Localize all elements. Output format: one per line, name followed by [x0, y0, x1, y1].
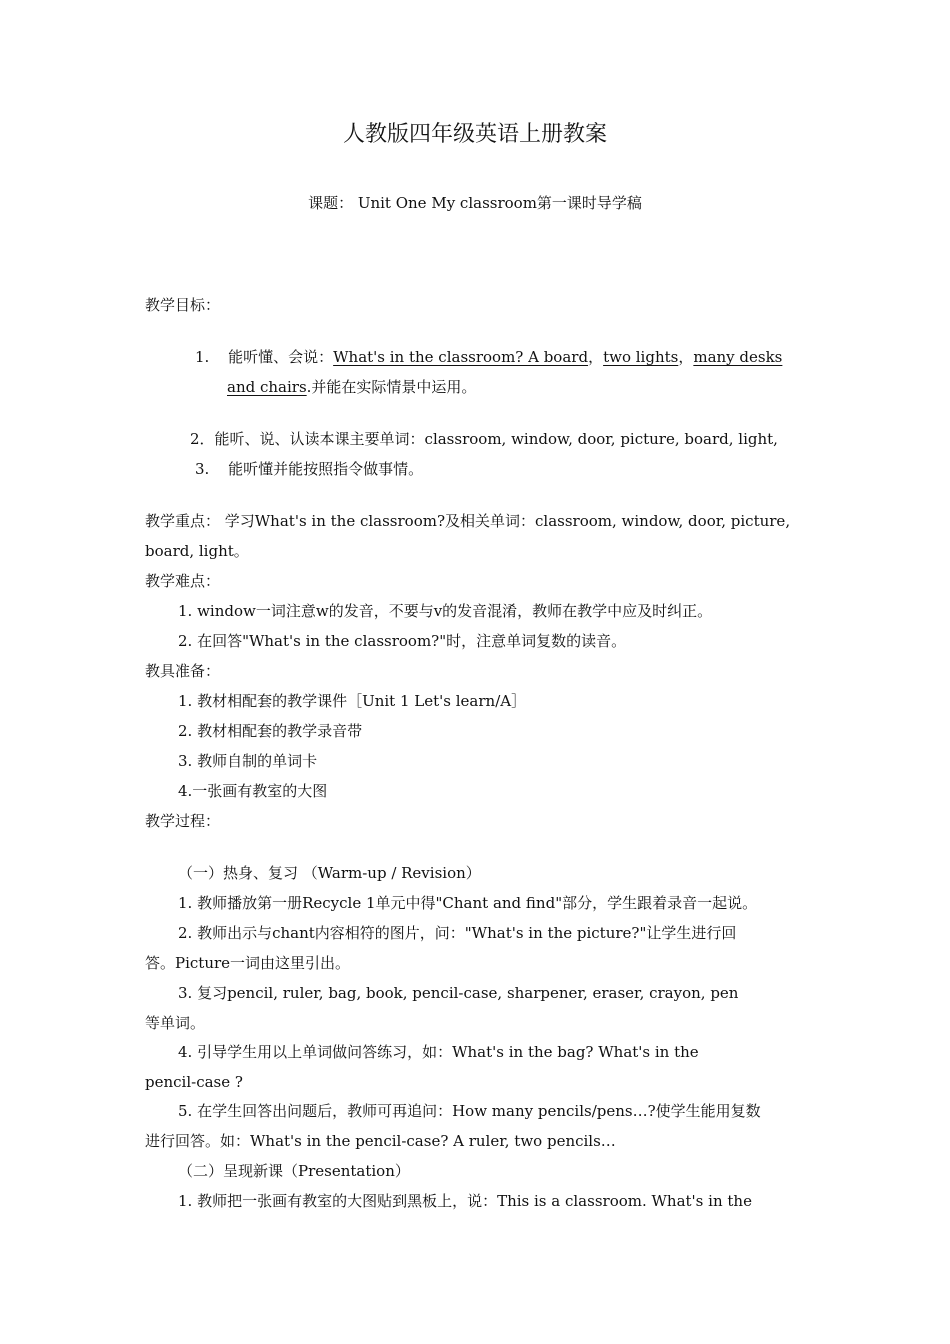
- key-point-line-2: board, light。: [145, 542, 249, 560]
- objective-item-1-prefix: 能听懂、会说：: [228, 348, 334, 366]
- objective-item-1-number: 1.: [195, 348, 210, 366]
- process-line: 进行回答。如：What's in the pencil-case? A ruler, two pencils…: [145, 1132, 616, 1150]
- objectives-heading: 教学目标：: [145, 296, 221, 314]
- process-section-presentation: （二）呈现新课（Presentation）: [178, 1162, 410, 1180]
- materials-item: 3. 教师自制的单词卡: [178, 752, 318, 770]
- process-heading: 教学过程：: [145, 812, 221, 830]
- document-title: 人教版四年级英语上册教案: [342, 122, 607, 147]
- objective-item-1: [195, 347, 782, 367]
- objective-item-2: 2．能听、说、认读本课主要单词：classroom, window, door, picture, board, light,: [190, 430, 778, 448]
- process-line: 1. 教师播放第一册Recycle 1单元中得"Chant and find"部分，学生跟着录音一起说。: [178, 894, 758, 912]
- process-line: 1. 教师把一张画有教室的大图贴到黑板上，说：This is a classroom. What's in the: [178, 1192, 752, 1210]
- difficulty-item: 2. 在回答"What's in the classroom?"时，注意单词复数的读音。: [178, 632, 627, 650]
- lesson-subtitle: 课题： Unit One My classroom第一课时导学稿: [308, 194, 642, 212]
- materials-item: 2. 教材相配套的教学录音带: [178, 722, 363, 740]
- materials-item: 1. 教材相配套的教学课件［Unit 1 Let's learn/A］: [178, 692, 527, 710]
- materials-heading: 教具准备：: [145, 662, 221, 680]
- process-line: 2. 教师出示与chant内容相符的图片，问："What's in the picture?"让学生进行回: [178, 924, 737, 942]
- objective-item-3: [195, 459, 423, 479]
- objective-item-1-continuation: [227, 377, 476, 397]
- objective-item-1-suffix: .并能在实际情景中运用。: [306, 378, 477, 396]
- process-section-warmup: （一）热身、复习 （Warm-up / Revision）: [178, 864, 481, 882]
- objective-phrase-desks: many desks: [693, 348, 783, 366]
- objective-phrase-chairs: and chairs: [227, 378, 307, 396]
- difficulty-item: 1. window一词注意w的发音，不要与v的发音混淆，教师在教学中应及时纠正。: [178, 602, 713, 620]
- objective-separator: ，: [588, 348, 604, 366]
- process-line: 3. 复习pencil, ruler, bag, book, pencil-case, sharpener, eraser, crayon, pen: [178, 984, 739, 1002]
- objective-phrase-classroom: What's in the classroom? A board: [333, 348, 589, 366]
- process-line: 答。Picture一词由这里引出。: [145, 954, 351, 972]
- process-line: 4. 引导学生用以上单词做问答练习，如：What's in the bag? What's in the: [178, 1043, 699, 1061]
- objective-phrase-lights: two lights: [603, 348, 679, 366]
- objective-item-3-number: 3.: [195, 460, 210, 478]
- materials-item: 4.一张画有教室的大图: [178, 782, 328, 800]
- objective-item-3-text: 能听懂并能按照指令做事情。: [228, 460, 424, 478]
- process-line: pencil-case ?: [145, 1073, 243, 1091]
- process-line: 5. 在学生回答出问题后，教师可再追问：How many pencils/pens…?使学生能用复数: [178, 1102, 761, 1120]
- key-point-line-1: 教学重点： 学习What's in the classroom?及相关单词：classroom, window, door, picture,: [145, 512, 791, 530]
- objective-separator: ，: [678, 348, 694, 366]
- difficulty-heading: 教学难点：: [145, 572, 221, 590]
- process-line: 等单词。: [145, 1014, 206, 1032]
